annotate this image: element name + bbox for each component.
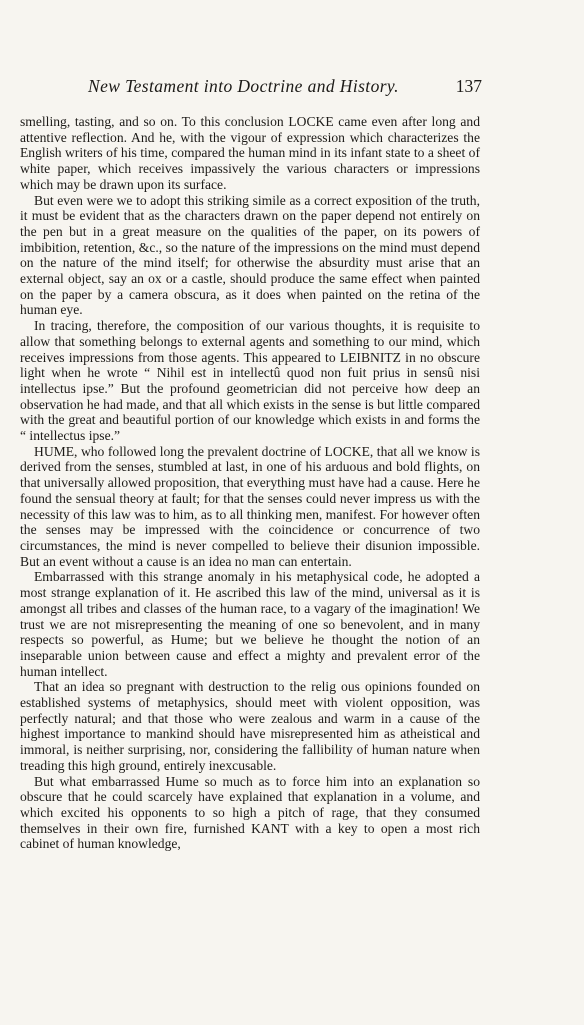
paragraph: In tracing, therefore, the composition of our various thoughts, it is requisite to allow that something belongs to external agents and something to our mind, which receives impressions from those agents. This appeared to LEIBNITZ in no obscure light when he wrote “ Nihil est in intellectû quod non fuit prius in sensû nisi intellectus ipse.” But the profound geometrician did not perceive how deep an observation he had made, and that all which exists in the sense is but little compared with the great and beautiful portion of our knowledge which exists in and forms the “ intellectus ipse.” [20, 318, 480, 444]
paragraph: That an idea so pregnant with destruction to the relig ous opinions founded on established systems of metaphysics, should meet with violent opposition, was perfectly natural; and that those who were zealous and warm in a cause of the highest importance to mankind should have misrepresented him as atheistical and immoral, is neither surprising, nor, considering the fallibility of human nature when treading this high ground, entirely inexcusable. [20, 679, 480, 773]
page-header [0, 76, 584, 100]
paragraph: But what embarrassed Hume so much as to force him into an explanation so obscure that he could scarcely have explained that explanation in a volume, and which excited his opponents to so high a pitch of rage, that they consumed themselves in their own fire, furnished KANT with a key to open a most rich cabinet of human knowledge, [20, 773, 480, 852]
running-title: New Testament into Doctrine and History. [88, 76, 399, 96]
page-number: 137 [455, 76, 482, 96]
body-text [20, 114, 480, 852]
paragraph: smelling, tasting, and so on. To this conclusion LOCKE came even after long and attentive reflection. And he, with the vigour of expression which characterizes the English writers of his time, compared the human mind in its infant state to a sheet of white paper, which receives impassively the various characters or impressions which may be drawn upon its surface. [20, 114, 480, 192]
paragraph: But even were we to adopt this striking simile as a correct exposition of the truth, it must be evident that as the characters drawn on the paper depend not entirely on the pen but in a great measure on the qualities of the paper, on its powers of imbibition, retention, &c., so the nature of the impressions on the mind must depend on the nature of the mind itself; for otherwise the absurdity must arise that an external object, say an ox or a castle, should produce the same effect when painted on the paper by a camera obscura, as it does when painted on the retina of the human eye. [20, 192, 480, 318]
paragraph: HUME, who followed long the prevalent doctrine of LOCKE, that all we know is derived from the senses, stumbled at last, in one of his arduous and bold flights, on that universally allowed proposition, that everything must have had a cause. Here he found the sensual theory at fault; for that the senses could never impress us with the necessity of this law was to him, as to all thinking men, manifest. For however often the senses may be impressed with the coincidence or concurrence of two circumstances, the mind is never compelled to believe their disunion impossible. But an event without a cause is an idea no man can entertain. [20, 443, 480, 569]
paragraph: Embarrassed with this strange anomaly in his metaphysical code, he adopted a most strange explanation of it. He ascribed this law of the mind, universal as it is amongst all tribes and classes of the human race, to a vagary of the imagination! We trust we are not misrepresenting the meaning of one so benevolent, and in many respects so powerful, as Hume; but we believe he thought the notion of an inseparable union between cause and effect a mighty and prevalent error of the human intellect. [20, 569, 480, 679]
